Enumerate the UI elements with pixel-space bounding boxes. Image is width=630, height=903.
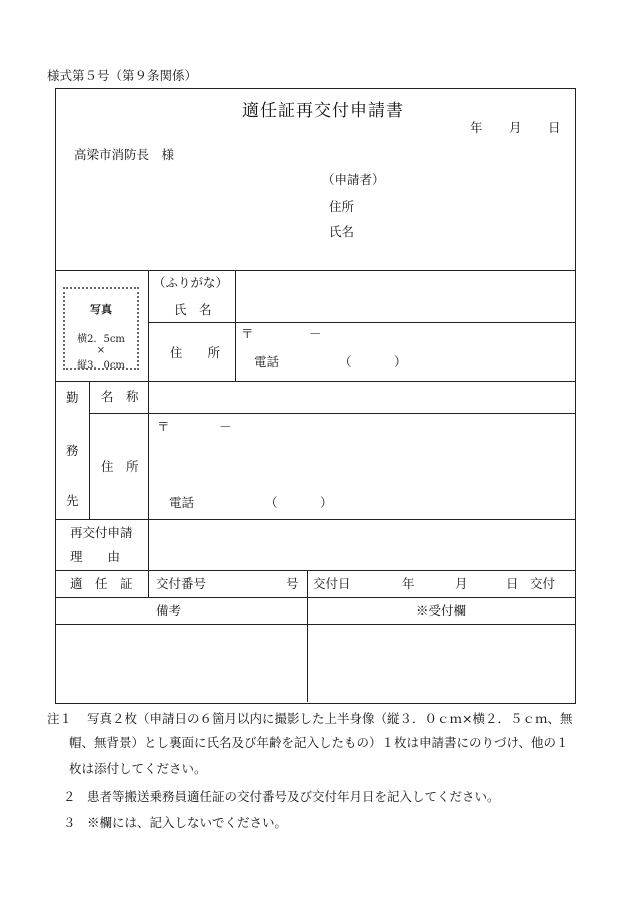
reason-label-2: 理 由 <box>70 549 121 564</box>
divider <box>55 381 575 382</box>
photo-label: 写真 <box>90 303 112 316</box>
divider <box>55 519 575 520</box>
certificate-label: 適 任 証 <box>70 576 133 591</box>
remarks-label: 備考 <box>156 603 182 618</box>
applicant-label: （申請者） <box>322 172 385 187</box>
note-1-line-3: 枚は添付してください。 <box>69 761 207 776</box>
date-day: 日 <box>548 120 561 135</box>
divider <box>307 570 308 702</box>
note-2-head: ２ <box>63 789 76 804</box>
issued-label: 交付 <box>530 576 556 591</box>
postal-dash: － <box>309 326 322 341</box>
workplace-tel-paren-close: ） <box>320 495 333 510</box>
workplace-vertical-3: 先 <box>66 493 79 508</box>
certificate-number-suffix: 号 <box>286 576 299 591</box>
issue-year: 年 <box>402 576 415 591</box>
applicant-name-label: 氏名 <box>329 224 355 239</box>
tel-paren-open: （ <box>339 354 352 369</box>
divider <box>235 270 236 381</box>
note-3-head: ３ <box>63 815 76 830</box>
addressee: 高梁市消防長 様 <box>74 147 175 162</box>
note-1-line-2: 帽、無背景）とし裏面に氏名及び年齢を記入したもの）１枚は申請書にのりづけ、他の１ <box>69 735 569 750</box>
divider <box>55 570 575 571</box>
issue-month: 月 <box>455 576 468 591</box>
workplace-tel-paren-open: （ <box>265 495 278 510</box>
divider <box>148 322 575 323</box>
furigana-label: （ふりがな） <box>153 275 229 290</box>
name-label: 氏 名 <box>174 302 212 317</box>
applicant-address-label: 住所 <box>329 199 355 214</box>
divider <box>89 381 90 519</box>
tel-paren-close: ） <box>394 354 407 369</box>
workplace-vertical-1: 勤 <box>66 390 79 405</box>
tel-label: 電話 <box>254 354 280 369</box>
photo-placeholder <box>63 287 139 370</box>
reception-label: ※受付欄 <box>416 603 467 618</box>
postal-mark: 〒 <box>241 326 254 341</box>
note-2: 患者等搬送乗務員適任証の交付番号及び交付年月日を記入してください。 <box>87 789 500 804</box>
divider <box>55 270 575 271</box>
divider <box>55 597 575 598</box>
workplace-address-label: 住 所 <box>101 459 139 474</box>
photo-times: × <box>96 345 106 356</box>
workplace-postal-mark: 〒 <box>157 419 170 434</box>
issue-day: 日 <box>506 576 519 591</box>
divider <box>148 270 149 381</box>
note-1-line-1: 写真２枚（申請日の６箇月以内に撮影した上半身像（縦３．０ｃｍ×横２．５ｃｍ、無 <box>87 711 573 726</box>
divider <box>55 624 575 625</box>
divider <box>148 519 149 597</box>
photo-height: 縦3．0cm <box>77 360 125 371</box>
reason-label-1: 再交付申請 <box>70 525 133 540</box>
photo-width: 横2．5cm <box>77 334 125 345</box>
date-year: 年 <box>470 120 483 135</box>
workplace-name-label: 名 称 <box>101 389 139 404</box>
workplace-vertical-2: 務 <box>66 443 79 458</box>
certificate-number-label: 交付番号 <box>156 576 207 591</box>
form-number: 様式第５号（第９条関係） <box>47 68 198 83</box>
address-label: 住 所 <box>170 345 221 360</box>
divider <box>148 381 149 519</box>
workplace-postal-dash: － <box>219 419 232 434</box>
date-month: 月 <box>509 120 522 135</box>
note-3: ※欄には、記入しないでください。 <box>87 815 288 830</box>
issue-date-label: 交付日 <box>313 576 351 591</box>
form-title: 適任証再交付申請書 <box>242 101 404 121</box>
divider <box>89 413 575 414</box>
workplace-tel-label: 電話 <box>169 495 195 510</box>
note-1-head: 注１ <box>47 711 73 726</box>
